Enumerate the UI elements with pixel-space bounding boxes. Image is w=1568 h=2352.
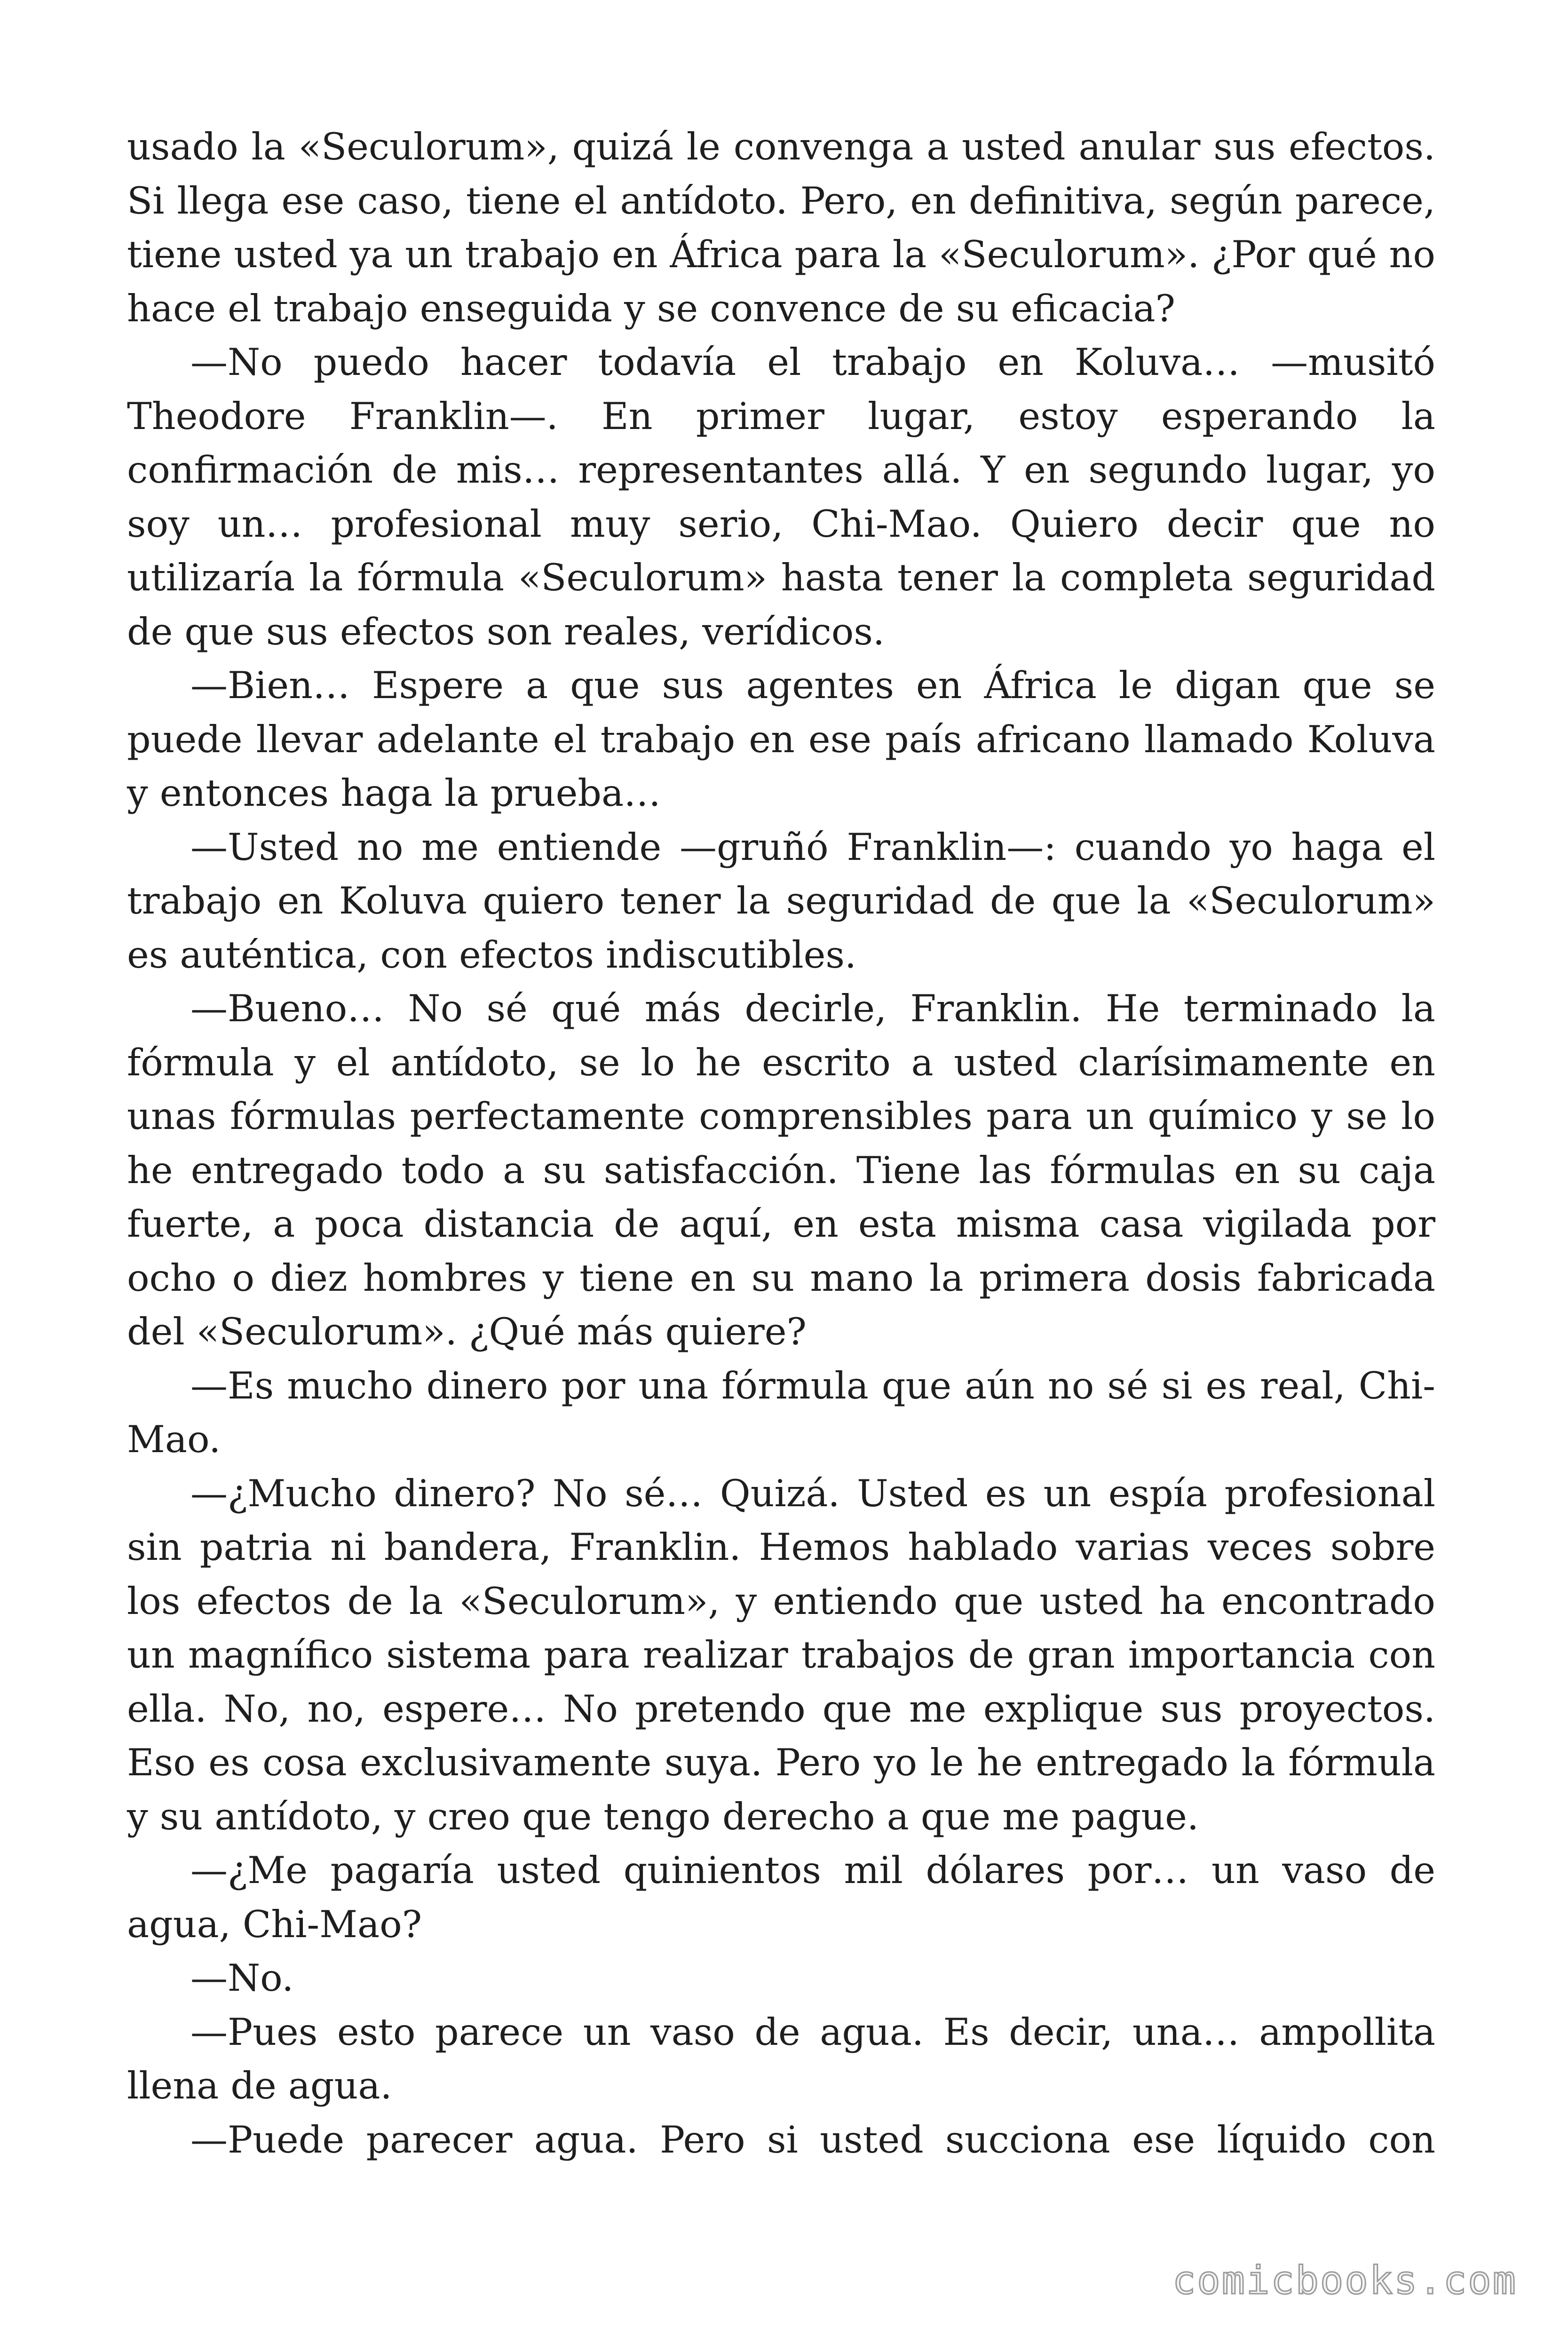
dialogue-paragraph: —¿Mucho dinero? No sé… Quizá. Usted es un espía profesional sin patria ni bandera, Franklin. Hemos hablado varias veces sobre los efectos de la «Seculorum», y entiendo que usted ha encontrado un magnífico sistema para realizar trabajos de gran importancia con ella. No, no, espere… No pretendo que me explique sus proyectos. Eso es cosa exclusivamente suya. Pero yo le he entregado la fórmula y su antídoto, y creo que tengo derecho a que me pague. (127, 1471, 1435, 1838)
dialogue-paragraph: —Es mucho dinero por una fórmula que aún no sé si es real, Chi-Mao. (127, 1364, 1435, 1461)
dialogue-paragraph: —Usted no me entiende —gruñó Franklin—: cuando yo haga el trabajo en Koluva quiero tener la seguridad de que la «Seculorum» es auténtica, con efectos indiscutibles. (127, 825, 1435, 977)
dialogue-paragraph-cut: —Puede parecer agua. Pero si usted succiona ese líquido con (190, 2118, 1435, 2161)
body-text (127, 120, 1435, 2167)
dialogue-paragraph: —No. (190, 1956, 294, 2000)
dialogue-paragraph: —Bien… Espere a que sus agentes en África le digan que se puede llevar adelante el trabajo en ese país africano llamado Koluva y entonces haga la prueba… (127, 664, 1435, 815)
dialogue-paragraph: —Pues esto parece un vaso de agua. Es decir, una… ampollita llena de agua. (127, 2010, 1435, 2107)
paragraph-continuation: usado la «Seculorum», quizá le convenga a usted anular sus efectos. Si llega ese caso, tiene el antídoto. Pero, en definitiva, según parece, tiene usted ya un trabajo en África para la «Seculorum». ¿Por qué no hace el trabajo enseguida y se convence de su eficacia? (127, 125, 1435, 330)
dialogue-paragraph: —¿Me pagaría usted quinientos mil dólares por… un vaso de agua, Chi-Mao? (127, 1849, 1435, 1946)
dialogue-paragraph: —No puedo hacer todavía el trabajo en Koluva… —musitó Theodore Franklin—. En primer lugar, estoy esperando la confirmación de mis… representantes allá. Y en segundo lugar, yo soy un… profesional muy serio, Chi-Mao. Quiero decir que no utilizaría la fórmula «Seculorum» hasta tener la completa seguridad de que sus efectos son reales, verídicos. (127, 341, 1435, 653)
dialogue-paragraph: —Bueno… No sé qué más decirle, Franklin. He terminado la fórmula y el antídoto, se lo he escrito a usted clarísimamente en unas fórmulas perfectamente comprensibles para un químico y se lo he entregado todo a su satisfacción. Tiene las fórmulas en su caja fuerte, a poca distancia de aquí, en esta misma casa vigilada por ocho o diez hombres y tiene en su mano la primera dosis fabricada del «Seculorum». ¿Qué más quiere? (127, 987, 1435, 1353)
watermark: comicbooks.com (1172, 2258, 1517, 2303)
